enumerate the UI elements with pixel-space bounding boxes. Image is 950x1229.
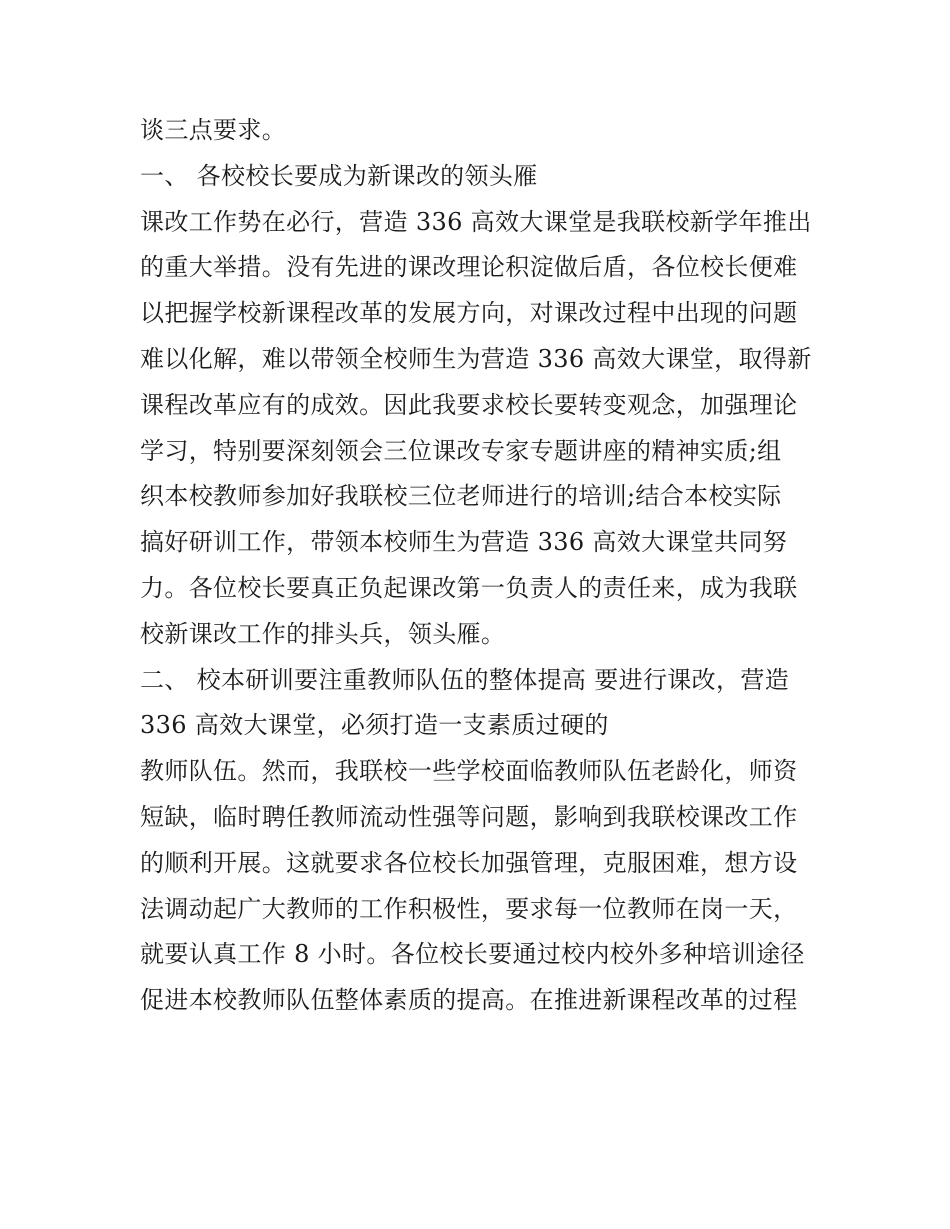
text-line: 促进本校教师队伍整体素质的提高。在推进新课程改革的过程 [140,986,798,1015]
text-line: 以把握学校新课程改革的发展方向，对课改过程中出现的问题 [140,299,798,328]
text-line: 短缺，临时聘任教师流动性强等问题，影响到我联校课改工作 [140,802,798,831]
document-body [140,108,830,1024]
text-line: 校新课改工作的排头兵，领头雁。 [140,619,506,648]
text-line: 课程改革应有的成效。因此我要求校长要转变观念，加强理论 [140,390,798,419]
text-line: 教师队伍。然而，我联校一些学校面临教师队伍老龄化，师资 [140,757,798,786]
text-line: 谈三点要求。 [140,116,287,144]
text-line: 织本校教师参加好我联校三位老师进行的培训;结合本校实际 [140,482,782,511]
text-line: 课改工作势在必行，营造 336 高效大课堂是我联校新学年推出 [140,207,812,236]
text-line: 力。各位校长要真正负起课改第一负责人的责任来，成为我联 [140,573,798,602]
text-line: 就要认真工作 8 小时。各位校长要通过校内校外多种培训途径 [140,940,805,969]
text-line: 的重大举措。没有先进的课改理论积淀做后盾，各位校长便难 [140,253,798,282]
section-heading-1: 一、 各校校长要成为新课改的领头雁 [140,161,538,190]
text-line: 难以化解，难以带领全校师生为营造 336 高效大课堂，取得新 [140,344,812,373]
text-line: 的顺利开展。这就要求各位校长加强管理，克服困难，想方设 [140,848,798,877]
text-line: 搞好研训工作，带领本校师生为营造 336 高效大课堂共同努 [140,528,788,557]
text-line: 法调动起广大教师的工作积极性，要求每一位教师在岗一天， [140,894,798,923]
section-heading-2: 二、 校本研训要注重教师队伍的整体提高 要进行课改，营造 [140,665,790,694]
text-line: 学习，特别要深刻领会三位课改专家专题讲座的精神实质;组 [140,436,782,465]
text-line: 336 高效大课堂，必须打造一支素质过硬的 [140,711,609,740]
